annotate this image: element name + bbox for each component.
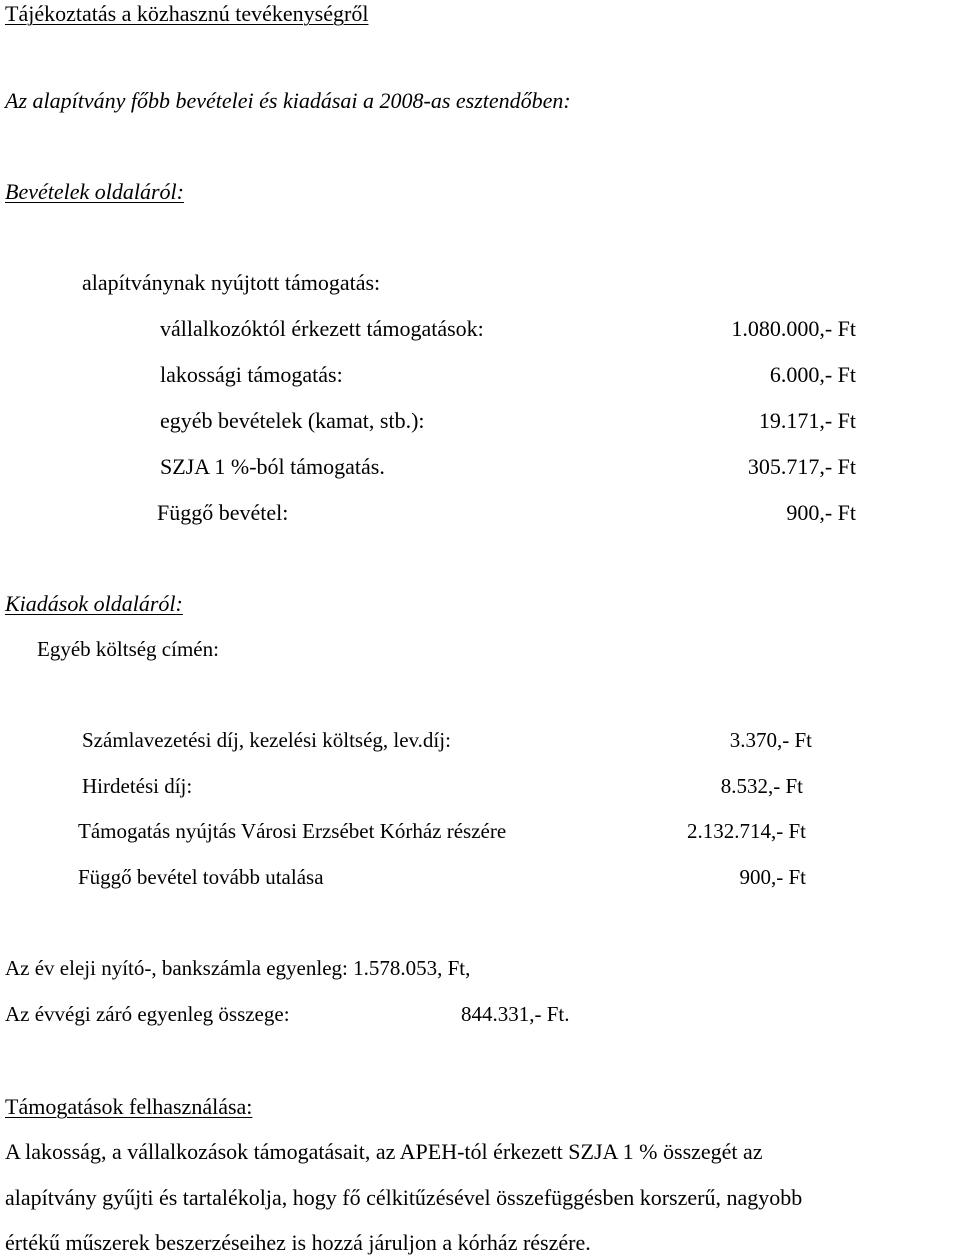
closing-balance-label: Az évvégi záró egyenleg összege: [5,1002,290,1026]
income-item-label: egyéb bevételek (kamat, stb.): [160,408,425,433]
opening-balance: Az év eleji nyító-, bankszámla egyenleg: 1.578.053, Ft, [5,956,471,980]
expenses-intro: Egyéb költség címén: [37,637,219,661]
income-item-label: lakossági támogatás: [160,362,343,387]
income-item-amount: 1.080.000,- Ft [731,316,856,341]
usage-heading: Támogatások felhasználása: [5,1094,253,1119]
expense-item-label: Támogatás nyújtás Városi Erzsébet Kórház részére [78,819,507,843]
income-item-amount: 900,- Ft [786,500,856,525]
expense-item-amount: 3.370,- Ft [729,728,812,752]
expense-item-label: Hirdetési díj: [82,774,193,798]
income-item-amount: 305.717,- Ft [747,454,856,479]
income-item-amount: 6.000,- Ft [769,362,856,387]
document-title: Tájékoztatás a közhasznú tevékenységről [5,1,369,26]
income-item-amount: 19.171,- Ft [758,408,856,433]
usage-paragraph-line: alapítvány gyűjti és tartalékolja, hogy fő célkitűzésével összefüggésben korszerű, nagyobb [5,1185,803,1210]
income-item-label: SZJA 1 %-ból támogatás. [160,454,385,479]
expense-item-amount: 2.132.714,- Ft [686,819,806,843]
expense-item-amount: 8.532,- Ft [720,774,803,798]
income-intro: alapítványnak nyújtott támogatás: [82,270,381,295]
income-item-label: Függő bevétel: [157,500,289,525]
usage-paragraph-line: A lakosság, a vállalkozások támogatásait, az APEH-tól érkezett SZJA 1 % összegét az [5,1139,763,1164]
document-subtitle: Az alapítvány főbb bevételei és kiadásai a 2008-as esztendőben: [5,88,571,113]
expense-item-label: Számlavezetési díj, kezelési költség, lev.díj: [82,728,451,752]
income-heading: Bevételek oldaláról: [5,179,184,204]
expense-item-label: Függő bevétel tovább utalása [78,865,324,889]
expense-item-amount: 900,- Ft [739,865,806,889]
closing-balance-amount: 844.331,- Ft. [461,1002,570,1026]
usage-paragraph-line: értékű műszerek beszerzéseihez is hozzá járuljon a kórház részére. [5,1230,591,1255]
expenses-heading: Kiadások oldaláról: [5,591,183,616]
income-item-label: vállalkozóktól érkezett támogatások: [160,316,484,341]
